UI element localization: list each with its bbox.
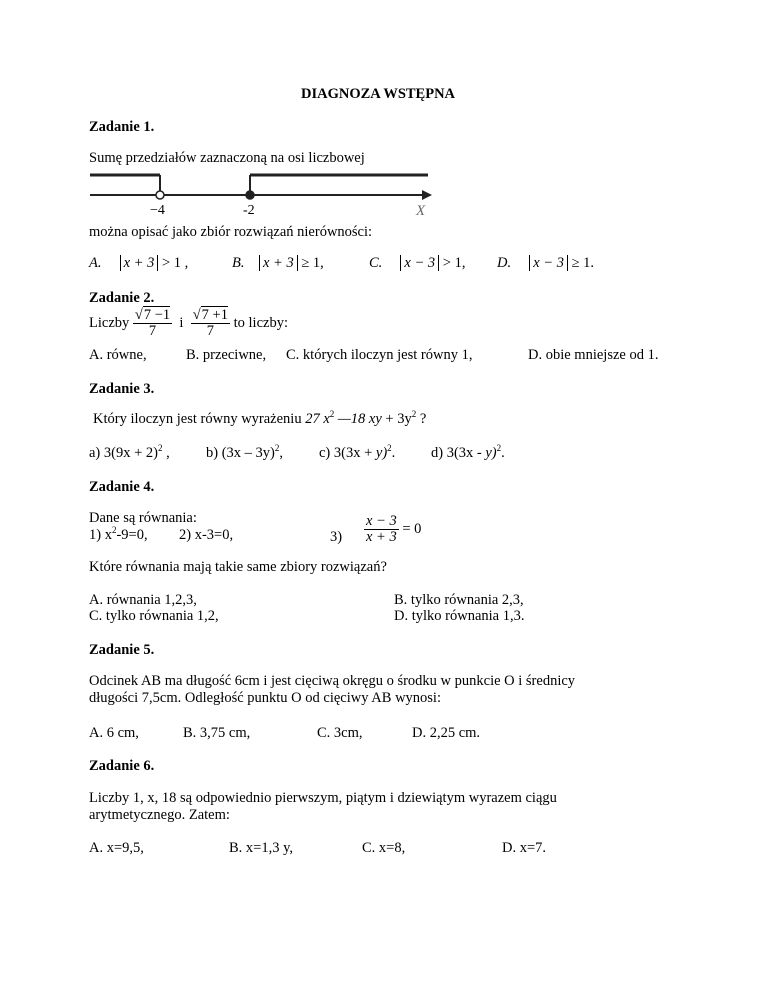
point-minus-4 [156, 191, 164, 199]
task-3-option-c: c) $3(3x + y)^2$. [319, 443, 396, 461]
task-1-heading: Zadanie 1. [89, 119, 155, 135]
task-5-line-1: Odcinek AB ma długość 6cm i jest cięciwą okręgu o środku w punkcie O i średnicy [89, 673, 576, 689]
task-1-option-c: C. x − 3 > 1, [369, 255, 466, 271]
task-4-option-d: D. tylko równania 1,3. [394, 608, 525, 624]
task-3-option-b: b) (3x – 3y)$^2$, [206, 443, 283, 461]
task-2-option-a: A. równe, [89, 347, 147, 363]
task-4-option-a: A. równania 1,2,3, [89, 592, 197, 608]
task-5-option-a: A. 6 cm, [89, 725, 139, 741]
task-1-option-b: B. x + 3 ≥ 1, [232, 255, 324, 271]
task-5-line-2: długości 7,5cm. Odległość punktu O od cięciwy AB wynosi: [89, 690, 441, 706]
task-6-heading: Zadanie 6. [89, 758, 155, 774]
tick-label-minus-2: -2 [243, 203, 255, 218]
task-4-equation-1: 1) $x^2-9=0$, [89, 525, 148, 543]
task-4-heading: Zadanie 4. [89, 479, 155, 495]
task-2-option-d: D. obie mniejsze od 1. [528, 347, 659, 363]
tick-label-minus-4: −4 [150, 203, 165, 218]
task-5-option-b: B. 3,75 cm, [183, 725, 251, 741]
axis-arrow [422, 190, 432, 200]
task-1-option-d: D. x − 3 ≥ 1. [497, 255, 595, 271]
task-6-line-1: Liczby 1, x, 18 są odpowiednio pierwszym, piątym i dziewiątym wyrazem ciągu [89, 790, 557, 806]
task-5-heading: Zadanie 5. [89, 642, 155, 658]
task-3-option-d: d) 3(3x - y)$^2$. [431, 443, 505, 461]
task-2-heading: Zadanie 2. [89, 290, 155, 306]
task-5-option-d: D. 2,25 cm. [412, 725, 481, 741]
task-4-equation-3-label: 3) [330, 529, 343, 545]
task-1-option-a: A. x + 3 > 1 , [89, 255, 189, 271]
fraction-2: $\frac{√7 +1}{7}$ [192, 307, 228, 339]
task-4-equation-3: $\frac{x - 3}{x + 3}$ = 0 [366, 513, 422, 545]
task-6-option-b: B. x=1,3 y, [229, 840, 294, 856]
task-1-after: można opisać jako zbiór rozwiązań nierówności: [89, 224, 373, 240]
task-4-intro: Dane są równania: [89, 510, 197, 526]
task-2-statement: Liczby $\frac{√7 -1}{7}$ i $\frac{√7 +1}{7}$ to liczby: [89, 307, 288, 339]
task-4-equation-2: 2) x-3=0, [179, 527, 234, 543]
task-4-question: Które równania mają takie same zbiory rozwiązań? [89, 559, 387, 575]
task-6-option-d: D. x=7. [502, 840, 547, 856]
task-6-option-a: A. x=9,5, [89, 840, 144, 856]
task-2-option-c: C. których iloczyn jest równy 1, [286, 347, 473, 363]
task-2-option-b: B. przeciwne, [186, 347, 267, 363]
task-6-line-2: arytmetycznego. Zatem: [89, 807, 230, 823]
point-minus-2 [246, 191, 254, 199]
task-1-intro: Sumę przedziałów zaznaczoną na osi liczbowej [89, 150, 365, 166]
page-title: DIAGNOZA WSTĘPNA [301, 86, 456, 102]
fraction-1: $\frac{√7 -1}{7}$ [134, 307, 171, 339]
task-6-option-c: C. x=8, [362, 840, 406, 856]
number-line [88, 168, 438, 218]
task-5-option-c: C. 3cm, [317, 725, 363, 741]
task-3-heading: Zadanie 3. [89, 381, 155, 397]
task-3-option-a: a) $3(9x + 2)^2$ , [89, 443, 170, 461]
axis-label-x: X [416, 203, 426, 218]
task-3-question: Który iloczyn jest równy wyrażeniu 27 $x^2$ —18 xy + $3y^2$ ? [93, 409, 427, 427]
task-4-option-b: B. tylko równania 2,3, [394, 592, 524, 608]
task-4-option-c: C. tylko równania 1,2, [89, 608, 219, 624]
